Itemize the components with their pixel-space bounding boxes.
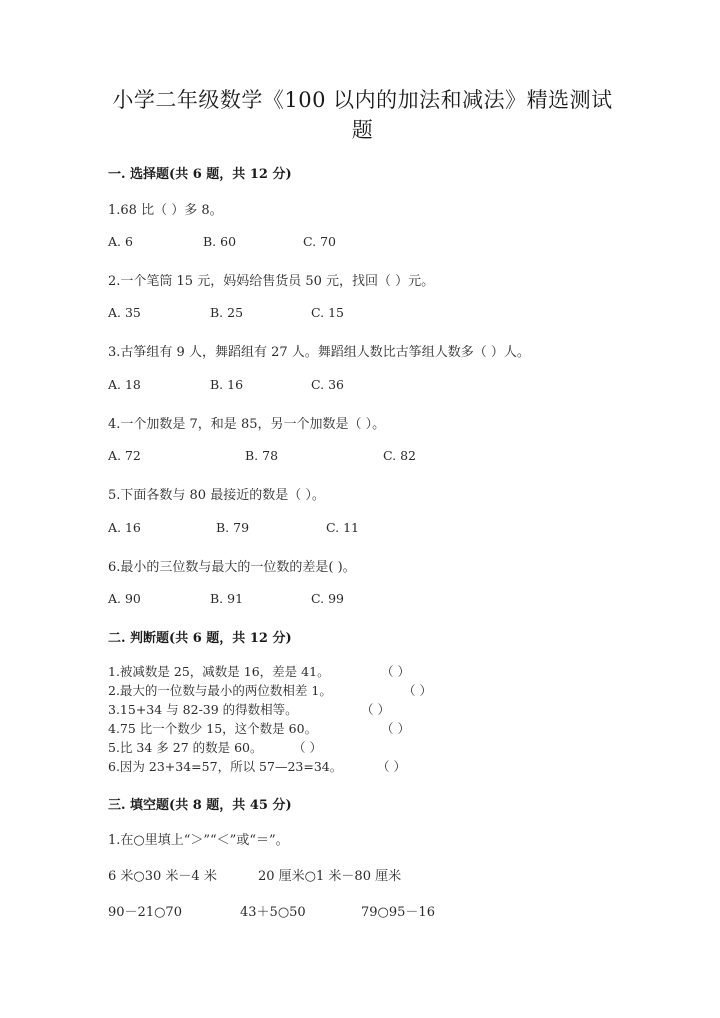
page-title xyxy=(90,85,635,145)
choice-q5-option-b: B. 79 xyxy=(216,520,250,535)
choice-q2-option-b: B. 25 xyxy=(210,305,244,320)
choice-q4-option-a: A. 72 xyxy=(108,448,141,463)
choice-q1-option-b: B. 60 xyxy=(203,234,237,249)
judge-item-5: 5.比 34 多 27 的数是 60。 xyxy=(108,740,263,755)
choice-q4-option-c: C. 82 xyxy=(383,448,416,463)
choice-q6-option-b: B. 91 xyxy=(210,591,244,606)
judge-item-1-answer-bracket[interactable]: （ ） xyxy=(381,664,410,679)
choice-question-2: 2.一个笔筒 15 元，妈妈给售货员 50 元，找回（ ）元。 xyxy=(108,274,435,289)
choice-q5-option-a: A. 16 xyxy=(108,520,141,535)
choice-q2-option-a: A. 35 xyxy=(108,305,141,320)
fill-q1-row1-expr-1[interactable]: 6 米○30 米－4 米 xyxy=(108,869,217,884)
judge-item-6: 6.因为 23+34=57，所以 57—23=34。 xyxy=(108,759,343,774)
choice-q6-option-c: C. 99 xyxy=(311,591,344,606)
choice-q3-option-b: B. 16 xyxy=(210,377,244,392)
choice-q3-option-c: C. 36 xyxy=(311,377,344,392)
choice-q1-option-a: A. 6 xyxy=(108,234,133,249)
choice-question-5: 5.下面各数与 80 最接近的数是（ ）。 xyxy=(108,488,325,503)
choice-q1-option-c: C. 70 xyxy=(303,234,336,249)
choice-q5-option-c: C. 11 xyxy=(326,520,359,535)
fill-q1-row2-expr-1[interactable]: 90－21○70 xyxy=(108,905,182,920)
judge-item-3-answer-bracket[interactable]: （ ） xyxy=(361,702,390,717)
fill-question-1: 1.在○里填上“＞”“＜”或“＝”。 xyxy=(108,833,289,848)
judge-item-2: 2.最大的一位数与最小的两位数相差 1。 xyxy=(108,683,332,698)
judge-item-4: 4.75 比一个数少 15，这个数是 60。 xyxy=(108,721,318,736)
section-heading-fill: 三. 填空题(共 8 题，共 45 分) xyxy=(108,798,292,813)
judge-item-4-answer-bracket[interactable]: （ ） xyxy=(381,721,410,736)
fill-q1-row2-expr-3[interactable]: 79○95－16 xyxy=(361,905,435,920)
section-heading-choice: 一. 选择题(共 6 题，共 12 分) xyxy=(108,167,292,182)
fill-q1-row1-expr-2[interactable]: 20 厘米○1 米－80 厘米 xyxy=(258,869,402,884)
fill-q1-row2-expr-2[interactable]: 43＋5○50 xyxy=(240,905,306,920)
judge-item-5-answer-bracket[interactable]: （ ） xyxy=(293,740,322,755)
judge-item-6-answer-bracket[interactable]: （ ） xyxy=(377,759,406,774)
title-line-2: 题 xyxy=(351,118,374,142)
judge-item-1: 1.被减数是 25，减数是 16，差是 41。 xyxy=(108,664,330,679)
choice-question-1: 1.68 比（ ）多 8。 xyxy=(108,203,223,218)
judge-item-2-answer-bracket[interactable]: （ ） xyxy=(403,683,432,698)
choice-question-3: 3.古筝组有 9 人，舞蹈组有 27 人。舞蹈组人数比古筝组人数多（ ）人。 xyxy=(108,345,530,360)
choice-q3-option-a: A. 18 xyxy=(108,377,141,392)
choice-q6-option-a: A. 90 xyxy=(108,591,141,606)
choice-question-6: 6.最小的三位数与最大的一位数的差是( )。 xyxy=(108,560,356,575)
section-heading-judge: 二. 判断题(共 6 题，共 12 分) xyxy=(108,631,292,646)
choice-q2-option-c: C. 15 xyxy=(311,305,344,320)
title-line-1: 小学二年级数学《100 以内的加法和减法》精选测试 xyxy=(112,88,613,112)
choice-q4-option-b: B. 78 xyxy=(245,448,279,463)
choice-question-4: 4.一个加数是 7，和是 85，另一个加数是（ ）。 xyxy=(108,417,386,432)
judge-item-3: 3.15+34 与 82-39 的得数相等。 xyxy=(108,702,298,717)
